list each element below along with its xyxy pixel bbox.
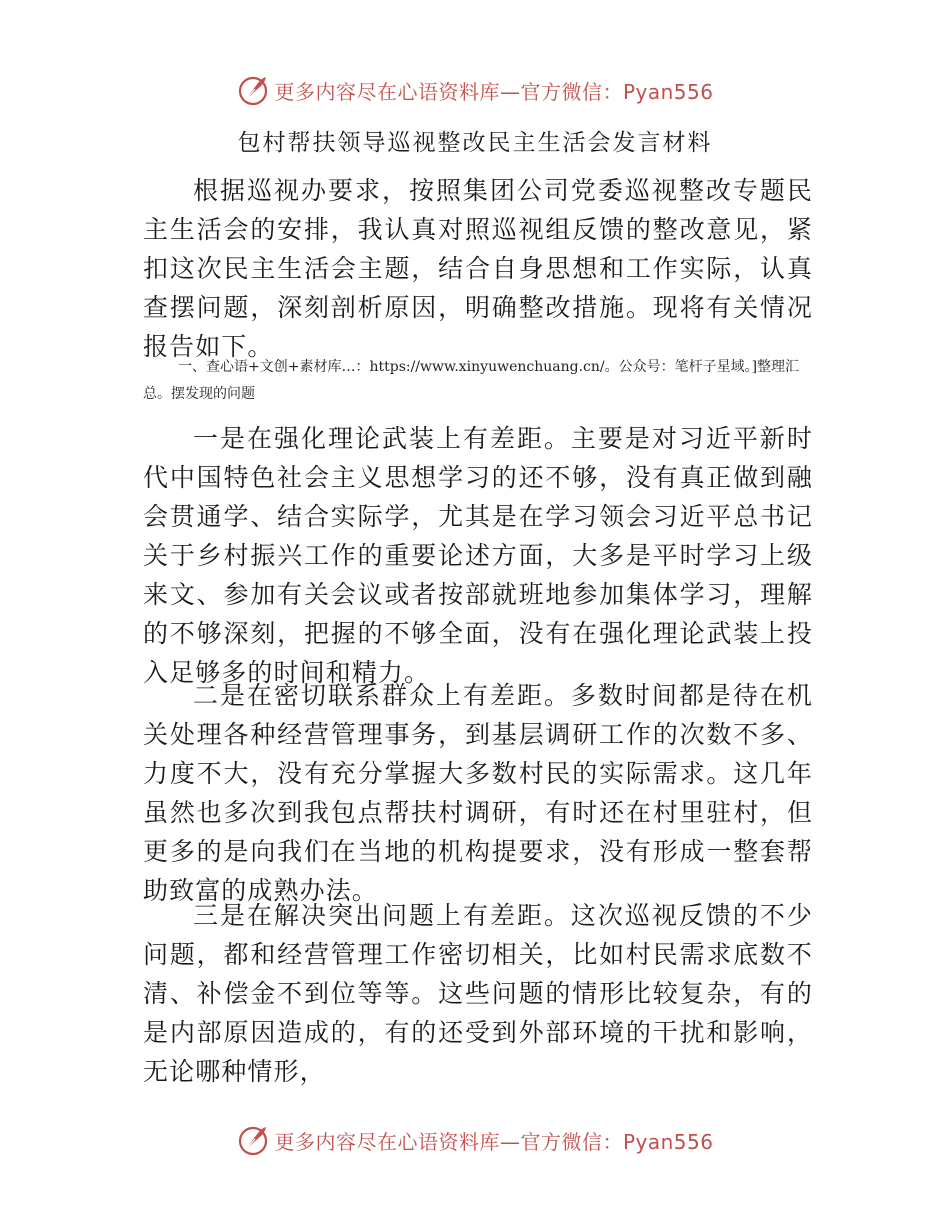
paragraph-intro: 根据巡视办要求，按照集团公司党委巡视整改专题民主生活会的安排，我认真对照巡视组反馈的整改意见，紧扣这次民主生活会主题，结合自身思想和工作实际，认真查摆问题，深刻剖析原因，明确整改措施。现将有关情况报告如下。 <box>143 176 813 361</box>
footer-watermark-text: 更多内容尽在心语资料库—官方微信：Pyan556 <box>274 1129 714 1154</box>
paragraph-masses: 二是在密切联系群众上有差距。多数时间都是待在机关处理各种经营管理事务，到基层调研工作的次数不多、力度不大，没有充分掌握大多数村民的实际需求。这几年虽然也多次到我包点帮扶村调研，有时还在村里驻村，但更多的是向我们在当地的机构提要求，没有形成一整套帮助致富的成熟办法。 <box>143 681 813 905</box>
quill-pen-logo-icon <box>236 73 270 107</box>
document-title: 包村帮扶领导巡视整改民主生活会发言材料 <box>237 130 713 156</box>
header-watermark-text: 更多内容尽在心语资料库—官方微信：Pyan556 <box>274 79 714 104</box>
paragraph-problems: 三是在解决突出问题上有差距。这次巡视反馈的不少问题，都和经营管理工作密切相关，比如村民需求底数不清、补偿金不到位等等。这些问题的情形比较复杂，有的是内部原因造成的，有的还受到外部环境的干扰和影响，无论哪种情形， <box>143 901 813 1086</box>
section-heading-note: 一、查心语+文创+素材库…：https://www.xinyuwenchuang.cn/。公众号：笔杆子星域。]整理汇总。摆发现的问题 <box>143 359 800 402</box>
paragraph-theory: 一是在强化理论武装上有差距。主要是对习近平新时代中国特色社会主义思想学习的还不够，没有真正做到融会贯通学、结合实际学，尤其是在学习领会习近平总书记关于乡村振兴工作的重要论述方面，大多是平时学习上级来文、参加有关会议或者按部就班地参加集体学习，理解的不够深刻，把握的不够全面，没有在强化理论武装上投入足够多的时间和精力。 <box>143 424 813 687</box>
quill-pen-logo-icon <box>236 1123 270 1157</box>
header-watermark-banner <box>0 70 950 110</box>
footer-watermark-banner <box>0 1120 950 1160</box>
